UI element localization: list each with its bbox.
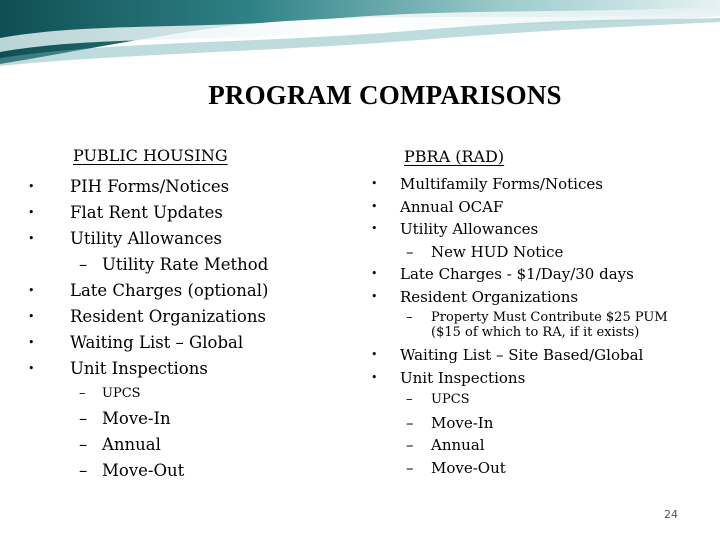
list-item: • Waiting List – Site Based/Global [366, 344, 696, 367]
dash-icon: – [79, 409, 88, 428]
bullet-icon: • [371, 222, 378, 235]
dash-icon: – [406, 310, 413, 325]
bullet-icon: • [371, 348, 378, 361]
bullet-icon: • [28, 180, 35, 193]
public-housing-list [24, 174, 324, 484]
bullet-icon: • [28, 284, 35, 297]
public-housing-heading: PUBLIC HOUSING [73, 146, 228, 165]
bullet-icon: • [28, 310, 35, 323]
list-item: • Late Charges - $1/Day/30 days [366, 263, 696, 286]
sub-list-item: – Property Must Contribute $25 PUM ($15 of which to RA, if it exists) [406, 310, 668, 340]
list-item: • Late Charges (optional) [24, 278, 324, 304]
dash-icon: – [406, 392, 413, 407]
header-banner [0, 0, 720, 72]
bullet-icon: • [28, 232, 35, 245]
list-item: • Resident Organizations [366, 286, 696, 309]
list-item: • Multifamily Forms/Notices [366, 173, 696, 196]
sub-list-item: – UPCS [24, 382, 324, 406]
pbra-rad-list [366, 173, 696, 479]
sub-list-item: – UPCS [366, 389, 696, 412]
bullet-icon: • [371, 199, 378, 213]
bullet-icon: • [371, 289, 378, 303]
sub-list-item: – Annual [366, 434, 696, 457]
dash-icon: – [79, 435, 88, 454]
sub-list-item: – Move-In [24, 406, 324, 432]
dash-icon: – [79, 386, 86, 401]
sub-list-item: – Move-Out [366, 457, 696, 480]
dash-icon: – [406, 413, 414, 432]
list-item: • Waiting List – Global [24, 330, 324, 356]
dash-icon: – [79, 255, 88, 274]
bullet-icon: • [28, 336, 35, 349]
list-item: • Annual OCAF [366, 196, 696, 219]
sub-list-item: – Annual [24, 432, 324, 458]
list-item: • Utility Allowances [366, 218, 696, 241]
sub-list-item: – New HUD Notice [366, 241, 696, 264]
bullet-icon: • [371, 177, 378, 190]
slide-title: PROGRAM COMPARISONS [208, 80, 562, 110]
list-item: • Unit Inspections [366, 367, 696, 390]
sub-list-item: – Move-In [366, 412, 696, 435]
list-item: • PIH Forms/Notices [24, 174, 324, 200]
bullet-icon: • [371, 370, 378, 384]
sub-list-item: – Move-Out [24, 458, 324, 484]
bullet-icon: • [28, 206, 35, 219]
list-item: • Flat Rent Updates [24, 200, 324, 226]
dash-icon: – [406, 242, 414, 261]
list-item: • Resident Organizations [24, 304, 324, 330]
dash-icon: – [79, 461, 88, 480]
dash-icon: – [406, 458, 414, 477]
list-item: • Unit Inspections [24, 356, 324, 382]
list-item: • Utility Allowances [24, 226, 324, 252]
page-number: 24 [664, 508, 678, 521]
dash-icon: – [406, 436, 414, 454]
bullet-icon: • [371, 267, 378, 280]
pbra-rad-heading: PBRA (RAD) [404, 147, 505, 166]
sub-list-item: – Utility Rate Method [24, 252, 324, 278]
bullet-icon: • [28, 362, 35, 375]
